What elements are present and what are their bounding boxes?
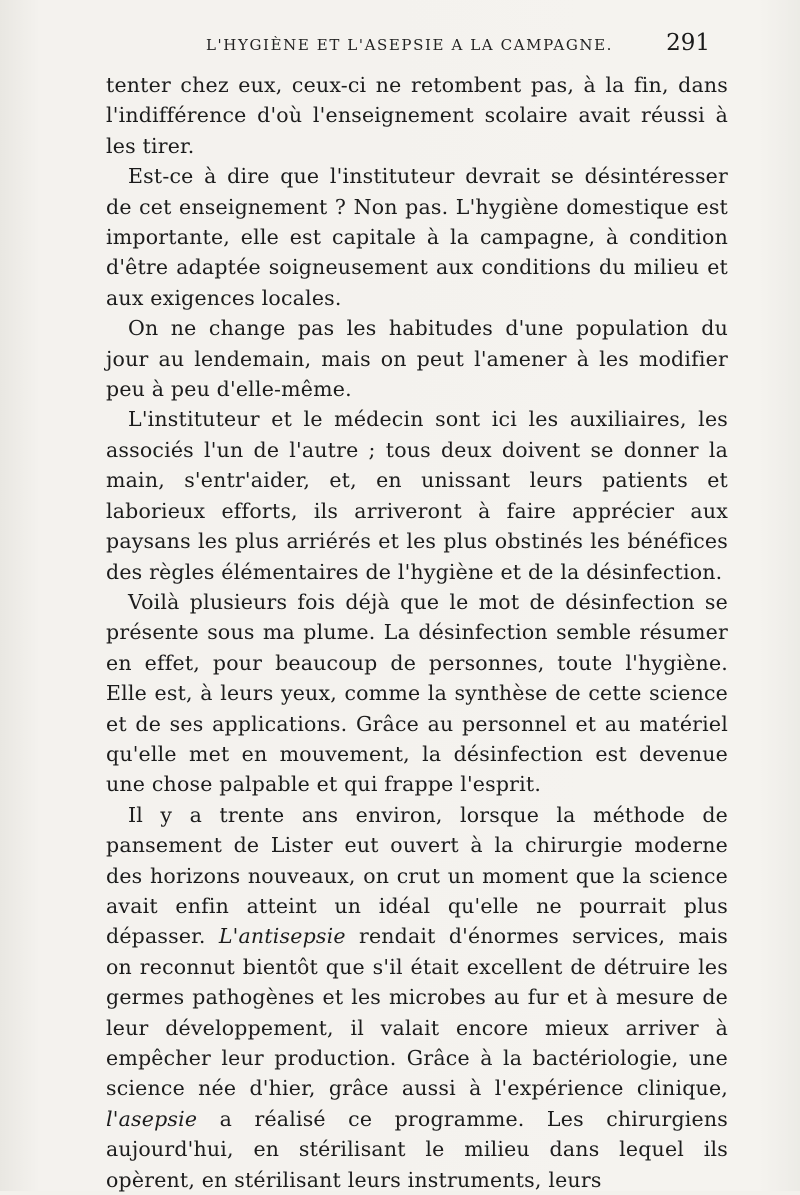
- page-number: 291: [666, 30, 710, 56]
- paragraph: Est-ce à dire que l'instituteur devrait se désintéresser de cet enseignement ? Non pas. L'hygiène domestique est importante, elle est capitale à la campagne, à condition d'être adaptée soigneusement aux conditions du milieu et aux exigences locales.: [106, 164, 728, 310]
- page-header: [106, 30, 710, 60]
- paragraph-segment: Il y a trente ans environ, lorsque la méthode de pansement de Lister eut ouvert à la chirurgie moderne des horizons nouveaux, on crut un moment que la science avait enfin atteint un idéal qu'elle ne pourrait plus dépasser.: [106, 802, 728, 949]
- paragraph: Voilà plusieurs fois déjà que le mot de désinfection se présente sous ma plume. La désinfection semble résumer en effet, pour beaucoup de personnes, toute l'hygiène. Elle est, à leurs yeux, comme la synthèse de cette science et de ses applications. Grâce au personnel et au matériel qu'elle met en mouvement, la désinfection est devenue une chose palpable et qui frappe l'esprit.: [106, 589, 728, 797]
- running-title: L'HYGIÈNE ET L'ASEPSIE A LA CAMPAGNE.: [206, 36, 614, 54]
- italic-term-antisepsie: L'antisepsie: [218, 924, 346, 949]
- paragraph-segment: rendait d'énormes services, mais on reconnut bientôt que s'il était excellent de détruire les germes pathogènes et les microbes au fur et à mesure de leur développement, il valait encore mieux arriver à empêcher leur production. Grâce à la bactériologie, une science née d'hier, grâce aussi à l'expérience clinique,: [106, 924, 728, 1101]
- body-text: [106, 70, 728, 1195]
- italic-term-asepsie: l'asepsie: [106, 1106, 198, 1131]
- paragraph-segment: a réalisé ce programme. Les chirurgiens aujourd'hui, en stérilisant le milieu dans lequel ils opèrent, en stérilisant leurs instruments, leurs: [106, 1106, 728, 1192]
- paragraph: On ne change pas les habitudes d'une population du jour au lendemain, mais on peut l'amener à les modifier peu à peu d'elle-même.: [106, 316, 728, 402]
- paragraph-continued: tenter chez eux, ceux-ci ne retombent pas, à la fin, dans l'indifférence d'où l'enseignement scolaire avait réussi à les tirer.: [106, 73, 728, 158]
- paragraph: [106, 800, 728, 1195]
- paragraph: L'instituteur et le médecin sont ici les auxiliaires, les associés l'un de l'autre ; tous deux doivent se donner la main, s'entr'aider, et, en unissant leurs patients et laborieux efforts, ils arriveront à faire apprécier aux paysans les plus arriérés et les plus obstinés les bénéfices des règles élémentaires de l'hygiène et de la désinfection.: [106, 407, 728, 584]
